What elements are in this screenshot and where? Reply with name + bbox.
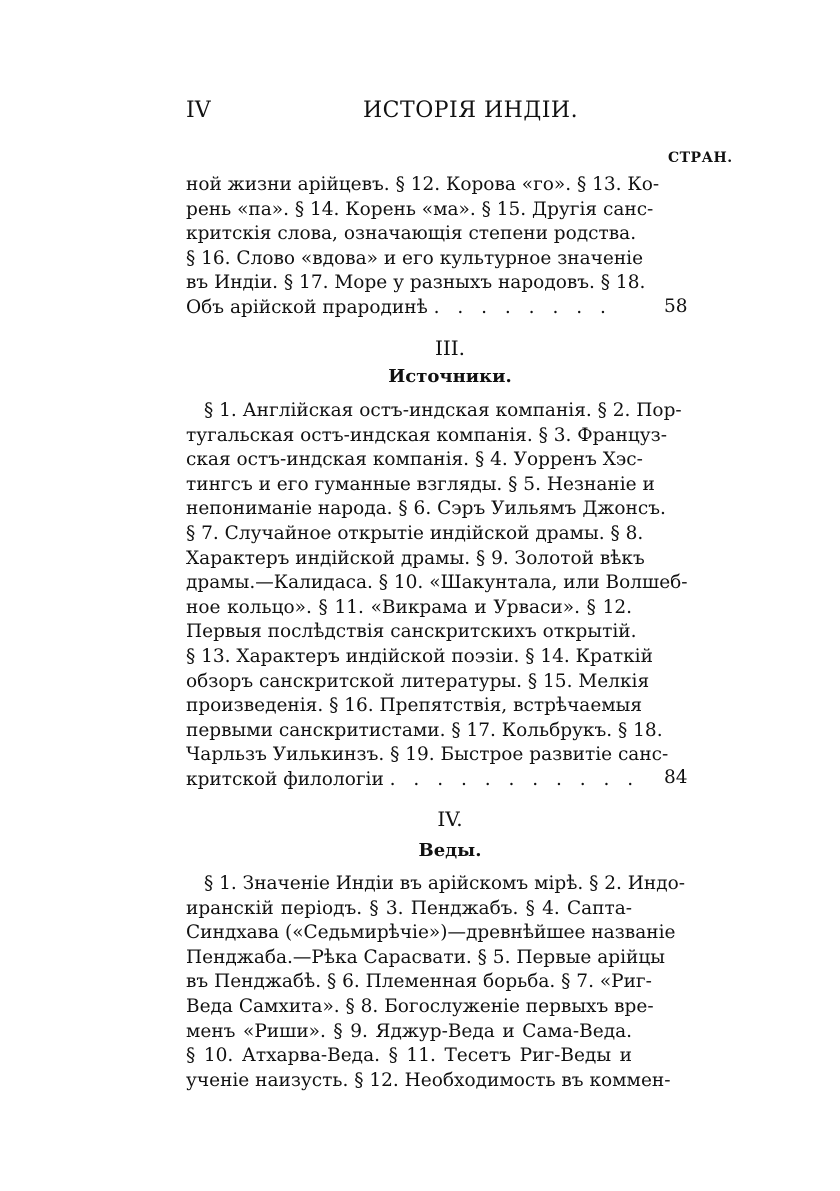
toc-line: рень «па». § 14. Корень «ма». § 15. Другія санс- [186, 198, 654, 220]
toc-line: ученіе наизусть. § 12. Необходимость въ коммен- [186, 1069, 671, 1091]
toc-line-text: Объ арійской прародинѣ [186, 296, 428, 318]
toc-line: обзоръ санскритской литературы. § 15. Мелкія [186, 670, 650, 692]
toc-line: иранскій періодъ. § 3. Пенджабъ. § 4. Сапта- [186, 897, 632, 919]
toc-line: § 1. Англійская остъ-индская компанія. § 2. Пор- [204, 400, 682, 421]
toc-line: Веда Самхита». § 8. Богослуженіе первыхъ вре- [186, 995, 654, 1017]
toc-line-last [186, 296, 632, 321]
toc-line: первыми санскритистами. § 17. Кольбрукъ. § 18. [186, 719, 663, 741]
toc-line: Синдхава («Седьмирѣчіе»)—древнѣйшее названіе [186, 922, 676, 944]
dot-leader: . . . . . . . . . . . [389, 768, 640, 790]
toc-line: произведенія. § 16. Препятствія, встрѣчаемыя [186, 695, 643, 717]
section-number: IV. [437, 807, 463, 831]
toc-line: тингсъ и его гуманные взгляды. § 5. Незнаніе и [186, 473, 655, 495]
toc-line: Пенджаба.—Рѣка Сарасвати. § 5. Первые арійцы [186, 946, 665, 968]
running-title: ИСТОРІЯ ИНДІИ. [363, 98, 579, 123]
toc-line: ская остъ-индская компанія. § 4. Уорренъ Хэс- [186, 449, 643, 471]
section-number: III. [434, 336, 466, 360]
toc-line-last [186, 768, 640, 793]
toc-line: Характеръ индійской драмы. § 9. Золотой вѣкъ [186, 547, 645, 569]
toc-line-text: критской филологіи [186, 768, 384, 790]
toc-line: § 10. Атхарва-Веда. § 11. Тесетъ Риг-Веды и [186, 1045, 632, 1067]
page-column-label: СТРАН. [668, 150, 733, 166]
toc-line: менъ «Риши». § 9. Яджур-Веда и Сама-Веда. [186, 1020, 632, 1042]
toc-line: § 16. Слово «вдова» и его культурное значеніе [186, 247, 644, 269]
section-title: Веды. [418, 840, 482, 861]
toc-line: въ Пенджабѣ. § 6. Племенная борьба. § 7. «Риг- [186, 971, 652, 993]
dot-leader: . . . . . . . . [433, 296, 612, 318]
toc-line: тугальская остъ-индская компанія. § 3. Француз- [186, 424, 667, 446]
toc-line: § 13. Характеръ индійской поэзіи. § 14. Краткій [186, 645, 653, 667]
section-title: Источники. [388, 366, 512, 387]
section-iv-contents [186, 872, 686, 1093]
section-ii-contents [186, 173, 660, 321]
toc-line: въ Индіи. § 17. Море у разныхъ народовъ. § 18. [186, 272, 646, 294]
toc-line: ное кольцо». § 11. «Викрама и Урваси». § 12. [186, 596, 632, 618]
toc-line: непониманіе народа. § 6. Сэръ Уильямъ Джонсъ. [186, 498, 666, 520]
toc-line: Первыя послѣдствія санскритскихъ открытій. [186, 621, 637, 643]
toc-line: Чарльзъ Уилькинзъ. § 19. Быстрое развитіе санс- [186, 744, 669, 766]
toc-line: ной жизни арійцевъ. § 12. Корова «го». § 13. Ко- [186, 174, 660, 195]
toc-line: критскія слова, означающія степени родства. [186, 223, 637, 245]
toc-line: драмы.—Калидаса. § 10. «Шакунтала, или Волшеб- [186, 572, 688, 594]
page-roman-numeral: IV [186, 98, 211, 123]
toc-line: § 7. Случайное открытіе индійской драмы. § 8. [186, 522, 644, 544]
toc-line: § 1. Значеніе Индіи въ арійскомъ мірѣ. § 2. Индо- [204, 873, 686, 894]
page-number-58: 58 [664, 296, 688, 317]
page-number-84: 84 [664, 767, 688, 788]
